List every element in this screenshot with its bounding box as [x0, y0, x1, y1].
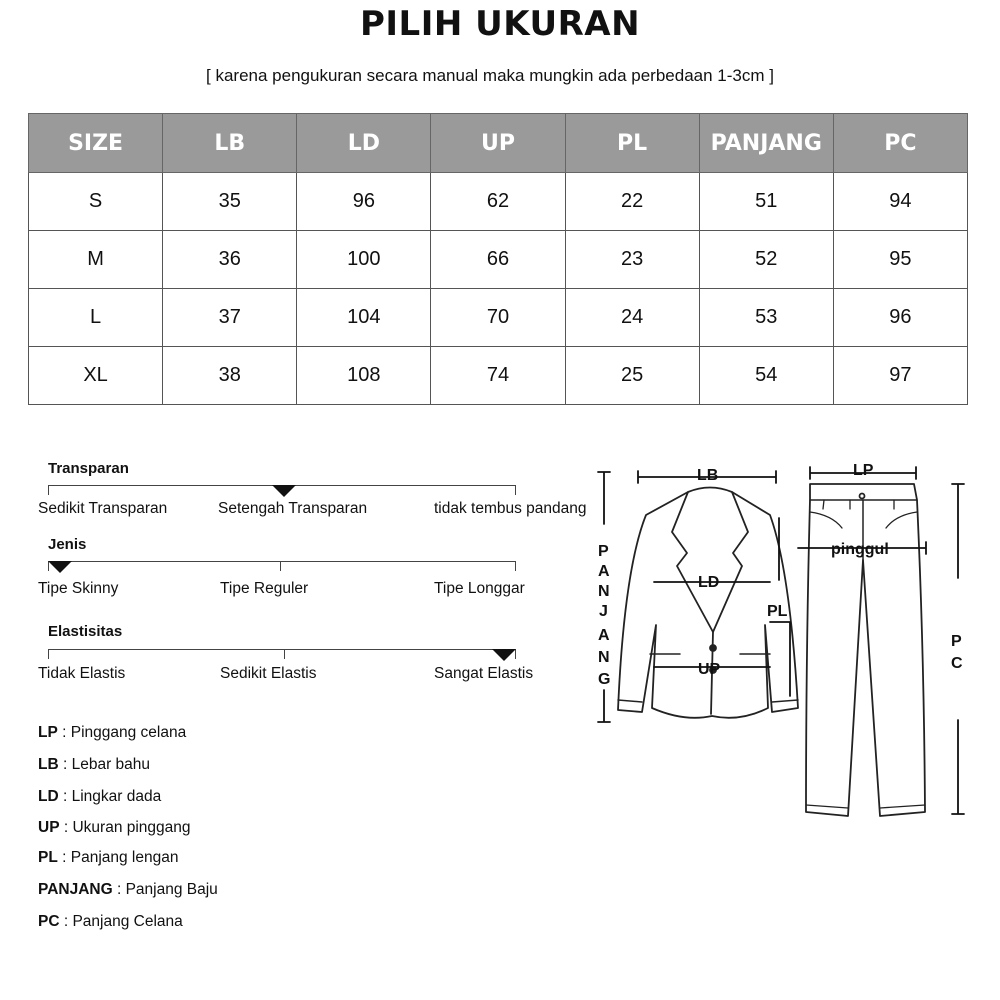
- transparan-title: Transparan: [48, 460, 129, 477]
- label-panjang-letter: N: [598, 649, 610, 666]
- elastisitas-label-low: Tidak Elastis: [38, 665, 126, 682]
- transparan-label-low: Sedikit Transparan: [38, 500, 168, 517]
- legend-desc: Lingkar dada: [71, 788, 162, 805]
- page-title: PILIH UKURAN: [359, 4, 641, 44]
- header-lb: LB: [163, 114, 297, 173]
- elastisitas-selected-marker: [492, 649, 516, 661]
- label-panjang-letter: N: [598, 583, 610, 600]
- table-cell: 96: [833, 289, 967, 347]
- elastisitas-label-high: Sangat Elastis: [434, 665, 534, 682]
- table-cell: 53: [699, 289, 833, 347]
- table-cell: 95: [833, 231, 967, 289]
- header-pc: PC: [833, 114, 967, 173]
- table-cell: S: [29, 173, 163, 231]
- legend-desc: Panjang Baju: [125, 881, 218, 898]
- table-cell: 36: [163, 231, 297, 289]
- legend-item-pl: [38, 849, 178, 867]
- table-cell: 104: [297, 289, 431, 347]
- legend-code: PANJANG: [38, 881, 113, 898]
- legend-separator: :: [59, 913, 73, 930]
- legend-separator: :: [57, 724, 71, 741]
- header-up: UP: [431, 114, 565, 173]
- measurement-note: [ karena pengukuran secara manual maka mungkin ada perbedaan 1-3cm ]: [206, 66, 774, 85]
- header-pl: PL: [565, 114, 699, 173]
- label-pinggul: pinggul: [831, 541, 889, 558]
- legend-item-panjang: [38, 881, 218, 899]
- label-pc: [951, 633, 963, 672]
- legend-code: LB: [38, 756, 59, 773]
- scale-tick: [284, 650, 285, 659]
- table-row: [29, 289, 968, 347]
- legend-code: PC: [38, 913, 60, 930]
- label-panjang-letter: J: [599, 603, 608, 620]
- legend-separator: :: [58, 788, 72, 805]
- transparan-selected-marker: [272, 485, 296, 497]
- transparan-label-high: tidak tembus pandang: [434, 500, 587, 517]
- header-size: SIZE: [29, 114, 163, 173]
- garment-measurement-diagram: [600, 440, 1000, 960]
- legend-separator: :: [58, 756, 72, 773]
- legend-separator: :: [57, 849, 71, 866]
- jenis-label-low: Tipe Skinny: [38, 580, 119, 597]
- label-panjang-letter: A: [598, 627, 610, 644]
- table-cell: M: [29, 231, 163, 289]
- table-cell: 70: [431, 289, 565, 347]
- header-panjang: PANJANG: [699, 114, 833, 173]
- legend-desc: Pinggang celana: [70, 724, 187, 741]
- table-cell: L: [29, 289, 163, 347]
- legend-desc: Lebar bahu: [71, 756, 151, 773]
- label-pc-letter: C: [951, 655, 963, 672]
- header-ld: LD: [297, 114, 431, 173]
- label-pc-letter: P: [951, 633, 962, 650]
- transparan-label-mid: Setengah Transparan: [218, 500, 368, 517]
- transparan-scale-line: [48, 485, 516, 486]
- table-cell: 96: [297, 173, 431, 231]
- table-cell: 66: [431, 231, 565, 289]
- jenis-title: Jenis: [48, 536, 87, 553]
- pants-illustration: [806, 484, 925, 816]
- table-row: [29, 173, 968, 231]
- label-lp: LP: [853, 462, 874, 479]
- jenis-scale-line: [48, 561, 516, 562]
- legend-desc: Panjang Celana: [72, 913, 183, 930]
- label-panjang-letter: G: [598, 671, 611, 688]
- label-pl: PL: [767, 603, 788, 620]
- scale-tick: [48, 650, 49, 659]
- table-cell: 35: [163, 173, 297, 231]
- legend-item-lp: [38, 724, 186, 742]
- legend-desc: Ukuran pinggang: [72, 819, 191, 836]
- table-cell: 24: [565, 289, 699, 347]
- elastisitas-title: Elastisitas: [48, 623, 123, 640]
- scale-tick: [280, 562, 281, 571]
- legend-item-ld: [38, 788, 161, 806]
- table-cell: 51: [699, 173, 833, 231]
- scale-tick: [48, 486, 49, 495]
- legend-separator: :: [59, 819, 73, 836]
- size-table: [28, 113, 968, 405]
- table-cell: 100: [297, 231, 431, 289]
- elastisitas-scale-line: [48, 649, 516, 650]
- legend-code: PL: [38, 849, 58, 866]
- table-cell: 97: [833, 347, 967, 405]
- table-cell: 52: [699, 231, 833, 289]
- legend-code: LD: [38, 788, 59, 805]
- table-cell: 94: [833, 173, 967, 231]
- jenis-label-mid: Tipe Reguler: [220, 580, 309, 597]
- label-panjang-letter: A: [598, 563, 610, 580]
- table-cell: 22: [565, 173, 699, 231]
- table-row: [29, 231, 968, 289]
- legend-separator: :: [112, 881, 126, 898]
- table-cell: 74: [431, 347, 565, 405]
- legend-item-pc: [38, 913, 183, 931]
- elastisitas-label-mid: Sedikit Elastis: [220, 665, 317, 682]
- scale-tick: [515, 486, 516, 495]
- label-ld: LD: [698, 574, 720, 591]
- label-up: UP: [698, 661, 721, 678]
- table-cell: 62: [431, 173, 565, 231]
- table-cell: 38: [163, 347, 297, 405]
- legend-code: LP: [38, 724, 58, 741]
- table-cell: XL: [29, 347, 163, 405]
- legend-desc: Panjang lengan: [70, 849, 179, 866]
- size-table-header-row: [29, 114, 968, 173]
- table-cell: 54: [699, 347, 833, 405]
- table-cell: 37: [163, 289, 297, 347]
- table-cell: 108: [297, 347, 431, 405]
- label-panjang-letter: P: [598, 543, 609, 560]
- jenis-label-high: Tipe Longgar: [434, 580, 525, 597]
- legend-item-up: [38, 819, 191, 837]
- scale-tick: [515, 562, 516, 571]
- table-cell: 25: [565, 347, 699, 405]
- table-cell: 23: [565, 231, 699, 289]
- label-panjang: [598, 543, 610, 688]
- label-lb: LB: [697, 467, 719, 484]
- jenis-selected-marker: [48, 561, 72, 573]
- legend-code: UP: [38, 819, 60, 836]
- legend-item-lb: [38, 756, 150, 774]
- table-row: [29, 347, 968, 405]
